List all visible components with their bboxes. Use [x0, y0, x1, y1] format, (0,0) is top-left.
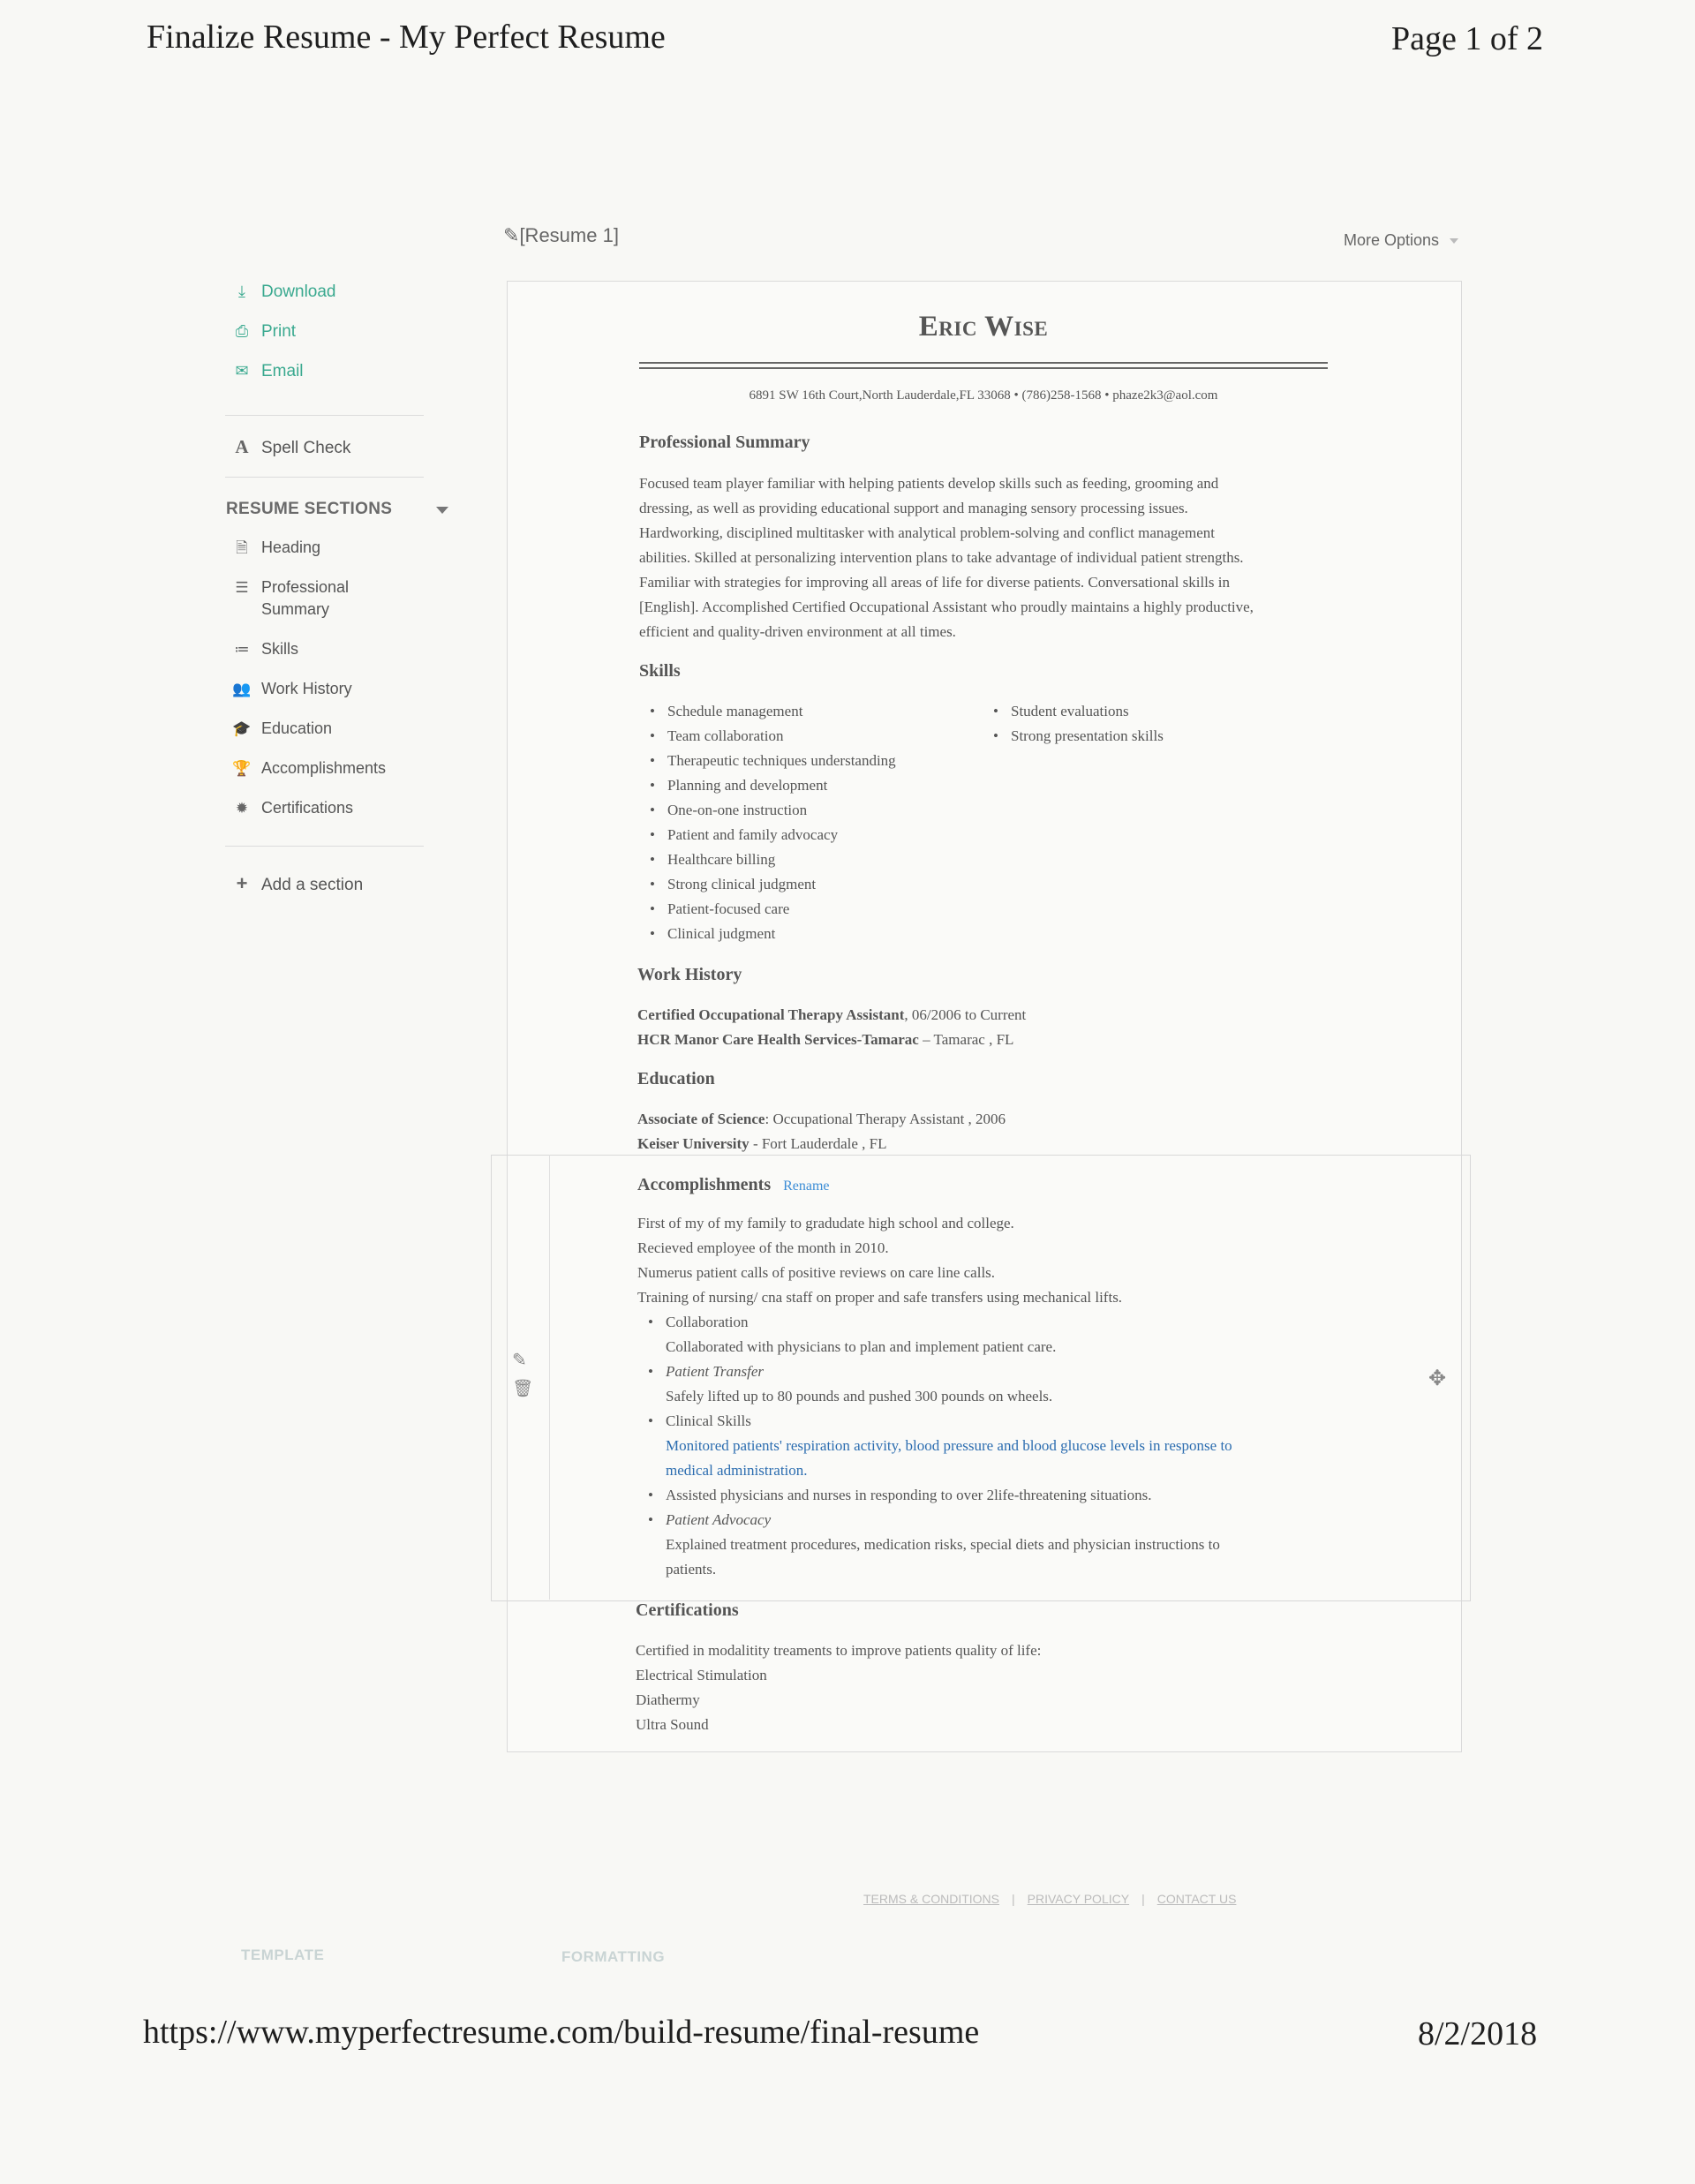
sidebar-item-label: Accomplishments: [261, 759, 387, 777]
badge-icon: ✹: [235, 800, 249, 817]
job-title: Certified Occupational Therapy Assistant: [637, 1006, 905, 1023]
summary-line: abilities. Skilled at personalizing intervention plans to take advantage of individual patient strengths.: [639, 549, 1244, 566]
certification-line: Certified in modalitity treaments to improve patients quality of life:: [636, 1642, 1042, 1659]
certification-line: Electrical Stimulation: [636, 1667, 767, 1683]
skill-item: • Healthcare billing: [639, 847, 975, 872]
chevron-down-icon[interactable]: [436, 507, 448, 514]
accomplishment-bullet: [637, 1359, 1361, 1384]
bullet-description: Collaborated with physicians to plan and implement patient care.: [666, 1338, 1057, 1355]
name-divider: [639, 362, 1328, 364]
accomplishment-line: Numerus patient calls of positive reviews on care line calls.: [637, 1264, 996, 1281]
sidebar-item-certifications[interactable]: [231, 797, 434, 837]
accomplishment-bullet: [637, 1310, 1361, 1335]
bullet-heading: Clinical Skills: [666, 1412, 751, 1429]
resume-name: Eric Wise: [918, 311, 1049, 343]
download-label: Download: [261, 282, 336, 301]
footer-separator: |: [1012, 1892, 1015, 1906]
print-page-date: 8/2/2018: [1418, 2015, 1538, 2052]
summary-text: [639, 471, 1345, 644]
numbered-list-icon: ≔: [234, 641, 250, 658]
skill-item: • Student evaluations: [983, 699, 1300, 724]
plus-icon: +: [236, 872, 248, 894]
resume-sections-header[interactable]: RESUME SECTIONS: [226, 500, 393, 518]
file-icon: 🗎: [236, 539, 248, 556]
sidebar-item-work-history[interactable]: [231, 678, 434, 718]
sidebar-item-skills[interactable]: [231, 638, 434, 678]
skill-item: • Strong clinical judgment: [639, 872, 975, 897]
sidebar-item-heading[interactable]: [231, 537, 434, 576]
job-dates: , 06/2006 to Current: [904, 1006, 1027, 1023]
skill-item: • Team collaboration: [639, 724, 975, 749]
summary-line: Focused team player familiar with helping patients develop skills such as feeding, grooming and: [639, 475, 1219, 492]
sidebar-item-accomplishments[interactable]: [231, 757, 434, 797]
accomplishment-bullet: [637, 1409, 1361, 1434]
sidebar-item-label: Skills: [261, 640, 299, 658]
envelope-icon: ✉: [235, 362, 249, 380]
sidebar-item-label: Certifications: [261, 799, 354, 817]
bullet-description-highlighted: medical administration.: [666, 1462, 808, 1479]
pencil-icon[interactable]: ✎: [512, 1351, 527, 1370]
toolbar-divider: [225, 415, 424, 416]
spell-check-button[interactable]: [231, 436, 350, 458]
summary-line: [English]. Accomplished Certified Occupational Assistant who proudly maintains a highly productive,: [639, 599, 1254, 615]
spell-check-label: Spell Check: [261, 439, 351, 457]
skill-item: • One-on-one instruction: [639, 798, 975, 823]
skill-item: • Therapeutic techniques understanding: [639, 749, 975, 773]
school: Keiser University: [637, 1135, 750, 1152]
employer-location: – Tamarac , FL: [918, 1031, 1014, 1048]
terms-link[interactable]: TERMS & CONDITIONS: [863, 1892, 1000, 1906]
skill-item: • Patient and family advocacy: [639, 823, 975, 847]
contact-link[interactable]: CONTACT US: [1156, 1892, 1237, 1906]
school-location: - Fort Lauderdale , FL: [749, 1135, 887, 1152]
sidebar-item-label: Work History: [261, 680, 352, 697]
accomplishments-text: [637, 1211, 1361, 1582]
printer-icon: ⎙: [235, 322, 249, 340]
accomplishment-line: Training of nursing/ cna staff on proper and safe transfers using mechanical lifts.: [637, 1289, 1123, 1306]
toolbar-divider: [225, 477, 424, 478]
more-options-dropdown[interactable]: [1344, 231, 1458, 250]
email-label: Email: [261, 362, 304, 380]
accomplishment-line: First of my of my family to gradudate high school and college.: [637, 1215, 1014, 1231]
sidebar-item-education[interactable]: [231, 718, 434, 757]
degree: Associate of Science: [637, 1111, 765, 1127]
sidebar-item-label: Heading: [261, 538, 321, 556]
bullet-heading: Collaboration: [666, 1314, 749, 1330]
resume-contact: 6891 SW 16th Court,North Lauderdale,FL 33068 • (786)258-1568 • phaze2k3@aol.com: [749, 388, 1218, 403]
work-employer-line: [637, 1028, 1344, 1052]
sidebar-item-label: Education: [261, 719, 333, 737]
name-divider: [639, 367, 1328, 369]
print-page-number: Page 1 of 2: [1391, 20, 1544, 57]
list-icon: ☰: [235, 579, 249, 596]
section-title-summary: Professional Summary: [639, 433, 810, 452]
print-page-url: https://www.myperfectresume.com/build-resume/final-resume: [143, 2014, 980, 2051]
print-button[interactable]: [231, 322, 296, 342]
skill-item: • Strong presentation skills: [983, 724, 1300, 749]
accomplishment-bullet: [637, 1483, 1361, 1508]
bullet-description: patients.: [666, 1561, 717, 1578]
bullet-description: Explained treatment procedures, medication risks, special diets and physician instructions to: [666, 1536, 1220, 1553]
skills-list-right: [983, 699, 1300, 749]
education-entry: [637, 1107, 1344, 1156]
skill-item: • Clinical judgment: [639, 922, 975, 946]
bullet-description: Safely lifted up to 80 pounds and pushed 300 pounds on wheels.: [666, 1388, 1053, 1405]
more-options-label: More Options: [1344, 231, 1440, 249]
employer: HCR Manor Care Health Services-Tamarac: [637, 1031, 919, 1048]
accomplishment-line: Recieved employee of the month in 2010.: [637, 1239, 889, 1256]
skill-item: • Schedule management: [639, 699, 975, 724]
section-title-accomplishments: [637, 1175, 830, 1195]
trash-icon[interactable]: 🗑: [512, 1380, 534, 1398]
summary-line: Hardworking, disciplined multitasker with analytical problem-solving and conflict management: [639, 524, 1215, 541]
trophy-icon: 🏆: [232, 760, 252, 777]
privacy-link[interactable]: PRIVACY POLICY: [1027, 1892, 1130, 1906]
accomplishment-bullet: [637, 1508, 1361, 1533]
summary-line: Familiar with strategies for improving all areas of life for diverse patients. Conversational skills in: [639, 574, 1230, 591]
rename-link[interactable]: Rename: [783, 1179, 830, 1194]
certifications-text: [636, 1638, 1342, 1737]
add-section-label: Add a section: [261, 876, 364, 894]
chevron-down-icon: [1450, 238, 1458, 244]
degree-field: : Occupational Therapy Assistant , 2006: [765, 1111, 1006, 1127]
sidebar-item-professional-summary[interactable]: [231, 576, 434, 638]
section-title-education: Education: [637, 1069, 715, 1088]
download-icon: ⤓: [238, 282, 245, 300]
bullet-heading: Patient Advocacy: [666, 1511, 772, 1528]
summary-line: efficient and quality-driven environment at all times.: [639, 623, 956, 640]
certification-line: Diathermy: [636, 1691, 700, 1708]
work-entry: [637, 1003, 1344, 1052]
print-page-title: Finalize Resume - My Perfect Resume: [147, 19, 666, 56]
certification-line: Ultra Sound: [636, 1716, 709, 1733]
bullet-description-highlighted: Monitored patients' respiration activity, blood pressure and blood glucose levels in response to: [666, 1437, 1232, 1454]
print-label: Print: [261, 322, 297, 341]
degree-line: [637, 1107, 1344, 1132]
tab-template[interactable]: TEMPLATE: [241, 1947, 325, 1963]
pencil-icon[interactable]: ✎: [503, 224, 520, 246]
edit-gutter: [491, 1155, 550, 1600]
tab-formatting[interactable]: FORMATTING: [561, 1948, 666, 1965]
download-button[interactable]: [231, 282, 336, 302]
toolbar-divider: [225, 846, 424, 847]
graduation-cap-icon: 🎓: [232, 720, 252, 737]
work-title-line: [637, 1003, 1344, 1028]
resume-title-text: [Resume 1]: [519, 224, 619, 246]
section-title-work-history: Work History: [637, 965, 742, 984]
accomplishments-title: Accomplishments: [637, 1175, 772, 1194]
spell-check-icon: A: [235, 436, 249, 457]
skill-item: • Patient-focused care: [639, 897, 975, 922]
bullet-heading: Assisted physicians and nurses in responding to over 2life-threatening situations.: [666, 1487, 1152, 1503]
footer-separator: |: [1141, 1892, 1145, 1906]
sidebar-item-label: Professional Summary: [261, 578, 350, 618]
summary-line: dressing, as well as providing educational support and managing sensory processing issues.: [639, 500, 1188, 516]
skill-item: • Planning and development: [639, 773, 975, 798]
section-title-certifications: Certifications: [636, 1600, 739, 1620]
school-line: [637, 1132, 1344, 1156]
section-title-skills: Skills: [639, 661, 681, 681]
skills-list-left: [639, 699, 975, 946]
resume-sections-list: [231, 537, 434, 837]
move-handle-icon[interactable]: ✥: [1428, 1367, 1447, 1390]
accomplishment-bullets: [637, 1310, 1361, 1582]
bullet-heading: Patient Transfer: [666, 1363, 764, 1380]
footer-links: [863, 1892, 1236, 1906]
resume-title[interactable]: [503, 224, 619, 247]
email-button[interactable]: [231, 362, 304, 381]
users-icon: 👥: [232, 681, 252, 697]
add-section-button[interactable]: [231, 872, 363, 895]
